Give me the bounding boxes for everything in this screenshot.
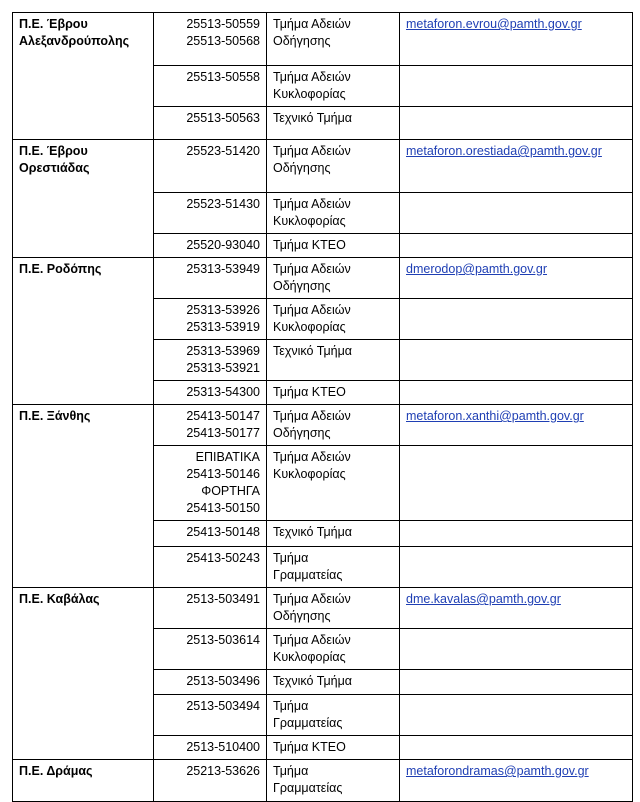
department-cell (267, 547, 400, 588)
department-cell (267, 760, 400, 802)
department-name: Κυκλοφορίας (273, 650, 346, 664)
phone-number: 25513-50563 (186, 111, 260, 125)
contacts-table (12, 12, 633, 802)
department-name: Οδήγησης (273, 279, 331, 293)
phone-number: 2513-503614 (186, 633, 260, 647)
phone-cell (154, 760, 267, 802)
department-name: Τεχνικό Τμήμα (273, 111, 353, 125)
department-name: Τμήμα Αδειών (273, 633, 351, 647)
phone-number: 25413-50148 (186, 525, 260, 539)
email-cell (400, 588, 633, 629)
phone-number: 25313-53919 (186, 320, 260, 334)
region-name: Π.Ε. Ξάνθης (19, 409, 91, 423)
phone-number: 25513-50559 (186, 17, 260, 31)
email-cell-empty (400, 340, 633, 381)
department-name: Γραμματείας (273, 716, 343, 730)
department-name: Τμήμα Αδειών (273, 197, 351, 211)
table-row (13, 140, 633, 193)
email-cell-empty (400, 66, 633, 107)
department-cell (267, 695, 400, 736)
phone-cell (154, 340, 267, 381)
email-cell-empty (400, 107, 633, 140)
department-name: Τμήμα Αδειών (273, 409, 351, 423)
department-name: Κυκλοφορίας (273, 87, 346, 101)
department-name: Οδήγησης (273, 34, 331, 48)
department-name: Κυκλοφορίας (273, 320, 346, 334)
contacts-table-body (13, 13, 633, 802)
phone-number: 25313-53949 (186, 262, 260, 276)
phone-cell (154, 381, 267, 405)
email-link[interactable]: metaforon.xanthi@pamth.gov.gr (406, 409, 584, 423)
region-name: Π.Ε. Έβρου (19, 17, 88, 31)
email-cell (400, 140, 633, 193)
phone-number: 25513-50558 (186, 70, 260, 84)
phone-cell (154, 629, 267, 670)
department-name: Τμήμα Αδειών (273, 70, 351, 84)
phone-cell (154, 234, 267, 258)
department-cell (267, 107, 400, 140)
region-name-cell (13, 140, 154, 258)
email-cell-empty (400, 446, 633, 521)
department-name: Τμήμα Αδειών (273, 303, 351, 317)
email-link[interactable]: dme.kavalas@pamth.gov.gr (406, 592, 561, 606)
phone-number: 25313-53969 (186, 344, 260, 358)
phone-number: 25413-50177 (186, 426, 260, 440)
department-cell (267, 140, 400, 193)
department-name: Τεχνικό Τμήμα (273, 525, 353, 539)
phone-cell (154, 670, 267, 695)
department-cell (267, 66, 400, 107)
phone-number: 25213-53626 (186, 764, 260, 778)
phone-number: 25413-50150 (186, 501, 260, 515)
department-name: Οδήγησης (273, 426, 331, 440)
department-name: Τμήμα (273, 699, 309, 713)
phone-cell (154, 446, 267, 521)
email-link[interactable]: dmerodop@pamth.gov.gr (406, 262, 548, 276)
department-name: Τμήμα Αδειών (273, 450, 351, 464)
region-name-cell (13, 13, 154, 140)
email-cell-empty (400, 521, 633, 547)
department-cell (267, 588, 400, 629)
table-row (13, 588, 633, 629)
email-cell (400, 258, 633, 299)
table-row (13, 258, 633, 299)
table-row (13, 405, 633, 446)
phone-cell (154, 695, 267, 736)
phone-number: 25313-53926 (186, 303, 260, 317)
phone-cell (154, 521, 267, 547)
email-cell-empty (400, 670, 633, 695)
department-cell (267, 340, 400, 381)
email-cell (400, 405, 633, 446)
phone-number: 2513-503491 (186, 592, 260, 606)
department-cell (267, 258, 400, 299)
department-name: Τμήμα Αδειών (273, 262, 351, 276)
email-cell-empty (400, 629, 633, 670)
department-name: Τμήμα Αδειών (273, 144, 351, 158)
vehicle-category-label: ΕΠΙΒΑΤΙΚΑ (195, 450, 260, 464)
region-name: Αλεξανδρούπολης (19, 34, 130, 48)
department-cell (267, 234, 400, 258)
phone-number: 25523-51420 (186, 144, 260, 158)
department-name: Τμήμα ΚΤΕΟ (273, 740, 346, 754)
department-cell (267, 13, 400, 66)
email-link[interactable]: metaforon.orestiada@pamth.gov.gr (406, 144, 602, 158)
department-name: Οδήγησης (273, 161, 331, 175)
region-name-cell (13, 258, 154, 405)
phone-number: 2513-510400 (186, 740, 260, 754)
phone-number: 25520-93040 (186, 238, 260, 252)
phone-number: 25523-51430 (186, 197, 260, 211)
phone-cell (154, 66, 267, 107)
phone-number: 25413-50146 (186, 467, 260, 481)
phone-cell (154, 405, 267, 446)
phone-cell (154, 736, 267, 760)
department-cell (267, 736, 400, 760)
region-name: Π.Ε. Ροδόπης (19, 262, 102, 276)
email-cell-empty (400, 381, 633, 405)
department-name: Οδήγησης (273, 609, 331, 623)
phone-cell (154, 588, 267, 629)
phone-number: 25513-50568 (186, 34, 260, 48)
region-name-cell (13, 588, 154, 760)
table-row (13, 13, 633, 66)
email-cell-empty (400, 193, 633, 234)
email-cell-empty (400, 299, 633, 340)
department-name: Τμήμα Αδειών (273, 592, 351, 606)
department-cell (267, 405, 400, 446)
region-name-cell (13, 760, 154, 802)
department-name: Γραμματείας (273, 781, 343, 795)
phone-number: 25313-53921 (186, 361, 260, 375)
email-cell (400, 13, 633, 66)
department-cell (267, 629, 400, 670)
phone-number: 25413-50243 (186, 551, 260, 565)
email-cell-empty (400, 736, 633, 760)
department-cell (267, 299, 400, 340)
email-cell-empty (400, 695, 633, 736)
department-name: Τμήμα Αδειών (273, 17, 351, 31)
email-cell-empty (400, 234, 633, 258)
department-name: Τμήμα (273, 551, 309, 565)
department-cell (267, 381, 400, 405)
department-name: Γραμματείας (273, 568, 343, 582)
department-name: Κυκλοφορίας (273, 214, 346, 228)
phone-cell (154, 299, 267, 340)
table-row (13, 760, 633, 802)
region-name: Π.Ε. Καβάλας (19, 592, 100, 606)
phone-number: 2513-503494 (186, 699, 260, 713)
phone-number: 25313-54300 (186, 385, 260, 399)
region-name-cell (13, 405, 154, 588)
department-name: Τμήμα ΚΤΕΟ (273, 385, 346, 399)
vehicle-category-label: ΦΟΡΤΗΓΑ (201, 484, 260, 498)
department-cell (267, 446, 400, 521)
phone-cell (154, 13, 267, 66)
email-link[interactable]: metaforon.evrou@pamth.gov.gr (406, 17, 582, 31)
email-cell (400, 760, 633, 802)
phone-cell (154, 193, 267, 234)
department-name: Τεχνικό Τμήμα (273, 674, 353, 688)
department-name: Τμήμα (273, 764, 309, 778)
department-name: Τμήμα ΚΤΕΟ (273, 238, 346, 252)
region-name: Ορεστιάδας (19, 161, 90, 175)
department-cell (267, 670, 400, 695)
phone-cell (154, 547, 267, 588)
phone-number: 25413-50147 (186, 409, 260, 423)
phone-number: 2513-503496 (186, 674, 260, 688)
email-cell-empty (400, 547, 633, 588)
department-name: Τεχνικό Τμήμα (273, 344, 353, 358)
region-name: Π.Ε. Δράμας (19, 764, 93, 778)
region-name: Π.Ε. Έβρου (19, 144, 88, 158)
phone-cell (154, 258, 267, 299)
department-cell (267, 193, 400, 234)
phone-cell (154, 140, 267, 193)
department-name: Κυκλοφορίας (273, 467, 346, 481)
phone-cell (154, 107, 267, 140)
email-link[interactable]: metaforondramas@pamth.gov.gr (406, 764, 589, 778)
department-cell (267, 521, 400, 547)
